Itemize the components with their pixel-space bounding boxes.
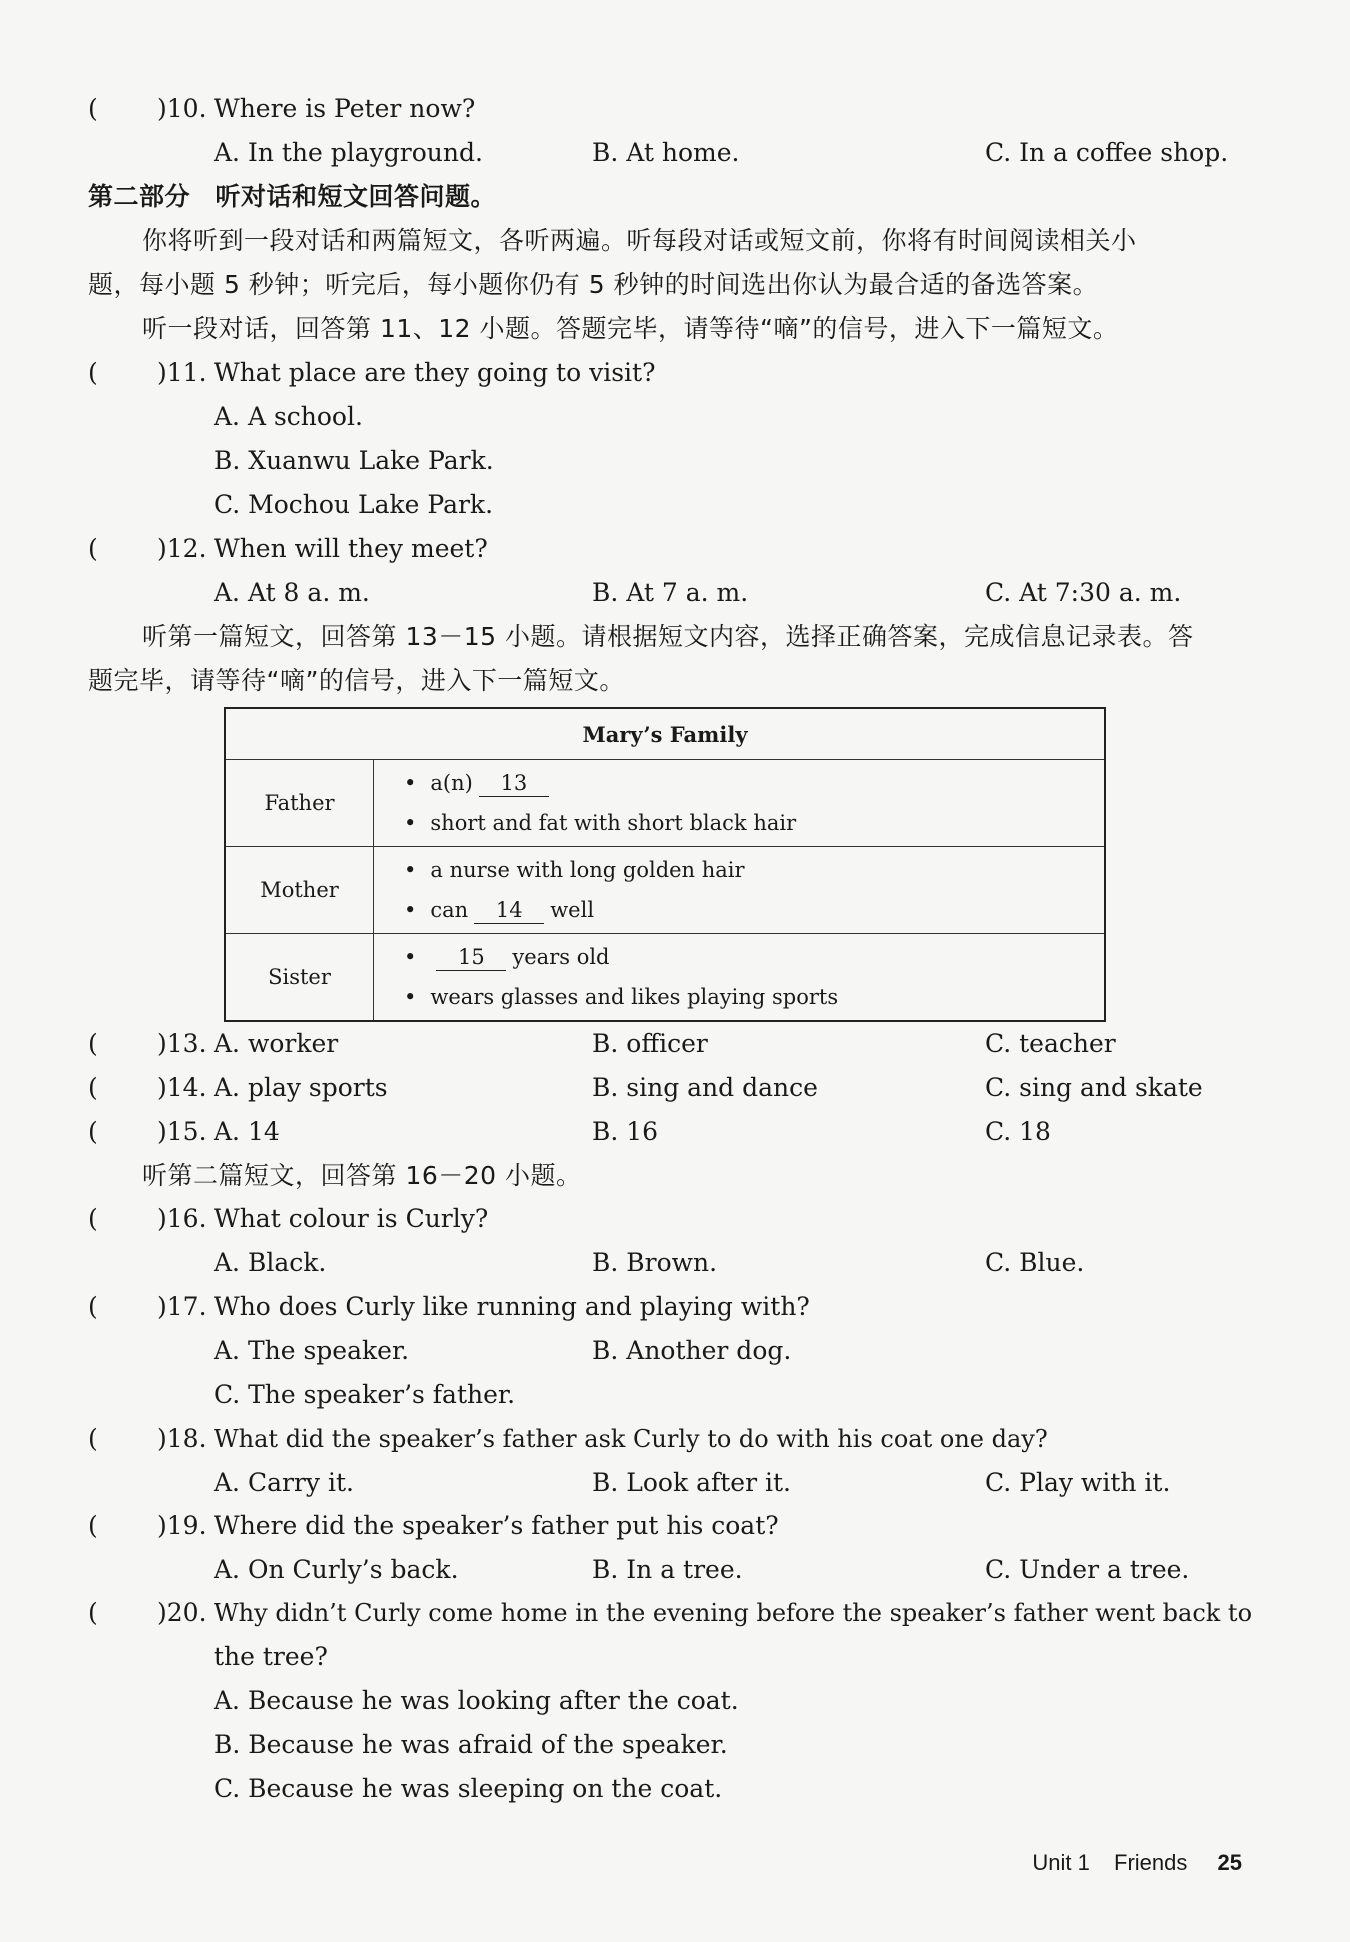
- bullet-line: [404, 890, 1103, 930]
- unit-label: Unit 1: [1032, 1850, 1090, 1875]
- answer-paren[interactable]: (: [88, 1073, 98, 1102]
- question-number: )10.: [157, 94, 207, 123]
- bullet-line: [404, 763, 1103, 803]
- row-content: [374, 760, 1106, 847]
- option-a[interactable]: A. play sports: [214, 1073, 388, 1102]
- option-c[interactable]: C. 18: [985, 1117, 1051, 1146]
- option-a[interactable]: A. Black.: [214, 1248, 327, 1277]
- answer-paren[interactable]: (: [88, 358, 98, 387]
- option-a[interactable]: A. Because he was looking after the coat.: [214, 1686, 739, 1715]
- instruction-text: 你将听到一段对话和两篇短文，各听两遍。听每段对话或短文前，你将有时间阅读相关小: [142, 226, 1137, 255]
- option-b[interactable]: B. Xuanwu Lake Park.: [214, 446, 494, 475]
- question-stem: Where did the speaker’s father put his coat?: [214, 1511, 779, 1540]
- question-number: )13.: [157, 1029, 207, 1058]
- page-number: 25: [1217, 1850, 1242, 1875]
- option-b[interactable]: B. At 7 a. m.: [592, 578, 749, 607]
- option-b[interactable]: B. 16: [592, 1117, 659, 1146]
- question-stem: Who does Curly like running and playing with?: [214, 1292, 810, 1321]
- option-a[interactable]: A. Carry it.: [214, 1468, 354, 1497]
- text: a(n): [430, 771, 473, 795]
- instruction-text: 听一段对话，回答第 11、12 小题。答题完毕，请等待“嘀”的信号，进入下一篇短文。: [142, 314, 1119, 343]
- page-footer: [1014, 1850, 1242, 1876]
- row-label: Sister: [225, 934, 374, 1022]
- table-title: Mary’s Family: [225, 708, 1105, 760]
- option-b[interactable]: B. Look after it.: [592, 1468, 791, 1497]
- unit-title: Friends: [1114, 1850, 1188, 1875]
- answer-paren[interactable]: (: [88, 1292, 98, 1321]
- question-number: )12.: [157, 534, 207, 563]
- option-b[interactable]: B. Brown.: [592, 1248, 718, 1277]
- answer-blank[interactable]: 15: [436, 944, 506, 971]
- answer-paren[interactable]: (: [88, 1598, 98, 1627]
- question-stem-continued: the tree?: [214, 1642, 328, 1671]
- answer-paren[interactable]: (: [88, 94, 98, 123]
- row-label: Mother: [225, 847, 374, 934]
- option-a[interactable]: A. The speaker.: [214, 1336, 410, 1365]
- option-b[interactable]: B. sing and dance: [592, 1073, 818, 1102]
- question-stem: Where is Peter now?: [214, 94, 476, 123]
- answer-paren[interactable]: (: [88, 1511, 98, 1540]
- option-a[interactable]: A. In the playground.: [214, 138, 483, 167]
- instruction-text: 题，每小题 5 秒钟；听完后，每小题你仍有 5 秒钟的时间选出你认为最合适的备选答案。: [88, 270, 1099, 299]
- answer-paren[interactable]: (: [88, 1029, 98, 1058]
- answer-paren[interactable]: (: [88, 1204, 98, 1233]
- question-number: )16.: [157, 1204, 207, 1233]
- question-stem: Why didn’t Curly come home in the evening before the speaker’s father went back to: [214, 1599, 1253, 1627]
- text: well: [550, 898, 595, 922]
- question-number: )19.: [157, 1511, 207, 1540]
- answer-paren[interactable]: (: [88, 1117, 98, 1146]
- text: can: [430, 898, 469, 922]
- option-c[interactable]: C. Blue.: [985, 1248, 1085, 1277]
- question-number: )17.: [157, 1292, 207, 1321]
- row-label: Father: [225, 760, 374, 847]
- option-c[interactable]: C. The speaker’s father.: [214, 1380, 516, 1409]
- answer-paren[interactable]: (: [88, 534, 98, 563]
- answer-paren[interactable]: (: [88, 1424, 98, 1453]
- table-row: [225, 760, 1105, 847]
- bullet-line: • a nurse with long golden hair: [404, 850, 1103, 890]
- question-stem: What did the speaker’s father ask Curly to do with his coat one day?: [214, 1425, 1048, 1453]
- option-c[interactable]: C. At 7:30 a. m.: [985, 578, 1182, 607]
- info-record-table: [224, 707, 1106, 1022]
- option-c[interactable]: C. sing and skate: [985, 1073, 1203, 1102]
- question-number: )11.: [157, 358, 207, 387]
- row-content: [374, 847, 1106, 934]
- table-row: [225, 934, 1105, 1022]
- option-a[interactable]: A. A school.: [214, 402, 363, 431]
- question-number: )20.: [157, 1598, 207, 1627]
- option-b[interactable]: B. At home.: [592, 138, 740, 167]
- bullet-line: [404, 937, 1103, 977]
- question-number: )14.: [157, 1073, 207, 1102]
- option-c[interactable]: C. In a coffee shop.: [985, 138, 1229, 167]
- section-heading: 第二部分 听对话和短文回答问题。: [88, 182, 497, 211]
- answer-blank[interactable]: 13: [479, 770, 549, 797]
- instruction-text: 题完毕，请等待“嘀”的信号，进入下一篇短文。: [88, 666, 625, 695]
- table-row: [225, 847, 1105, 934]
- bullet-line: • wears glasses and likes playing sports: [404, 977, 1103, 1017]
- question-number: )15.: [157, 1117, 207, 1146]
- question-number: )18.: [157, 1424, 207, 1453]
- option-c[interactable]: C. Play with it.: [985, 1468, 1171, 1497]
- question-stem: What place are they going to visit?: [214, 358, 656, 387]
- option-b[interactable]: B. In a tree.: [592, 1555, 743, 1584]
- option-a[interactable]: A. On Curly’s back.: [214, 1555, 459, 1584]
- option-a[interactable]: A. At 8 a. m.: [214, 578, 370, 607]
- instruction-text: 听第二篇短文，回答第 16－20 小题。: [142, 1161, 582, 1190]
- option-a[interactable]: A. worker: [214, 1029, 339, 1058]
- option-c[interactable]: C. Mochou Lake Park.: [214, 490, 494, 519]
- row-content: [374, 934, 1106, 1022]
- option-c[interactable]: C. teacher: [985, 1029, 1116, 1058]
- option-b[interactable]: B. officer: [592, 1029, 708, 1058]
- text: years old: [512, 945, 610, 969]
- option-c[interactable]: C. Under a tree.: [985, 1555, 1190, 1584]
- instruction-text: 听第一篇短文，回答第 13－15 小题。请根据短文内容，选择正确答案，完成信息记录表。答: [142, 622, 1194, 651]
- option-c[interactable]: C. Because he was sleeping on the coat.: [214, 1774, 723, 1803]
- answer-blank[interactable]: 14: [474, 897, 544, 924]
- question-stem: What colour is Curly?: [214, 1204, 489, 1233]
- option-b[interactable]: B. Another dog.: [592, 1336, 792, 1365]
- option-a[interactable]: A. 14: [214, 1117, 280, 1146]
- option-b[interactable]: B. Because he was afraid of the speaker.: [214, 1730, 728, 1759]
- question-stem: When will they meet?: [214, 534, 488, 563]
- bullet-line: • short and fat with short black hair: [404, 803, 1103, 843]
